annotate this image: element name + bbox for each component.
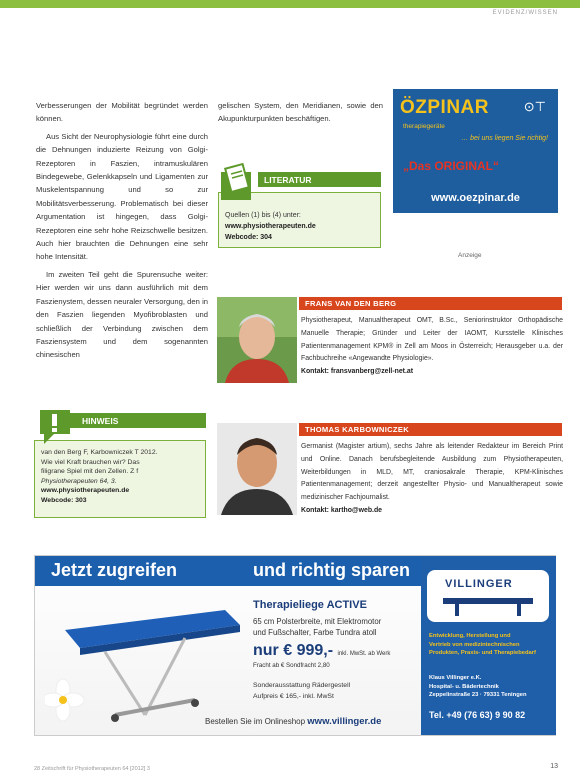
villinger-desc: 65 cm Polsterbreite, mit Elektromotor und Fußschalter, Farbe Tundra atoll [253, 617, 382, 637]
oezpinar-ad[interactable] [393, 89, 558, 213]
author-photo [217, 423, 297, 515]
author-contact[interactable]: Kontakt: kartho@web.de [301, 506, 382, 514]
villinger-product: Therapieliege ACTIVE [253, 599, 367, 611]
villinger-price: nur € 999,- inkl. MwSt. ab Werk [253, 642, 391, 659]
literatur-url-link[interactable]: www.physiotherapeuten.de [225, 223, 316, 230]
oezpinar-slogan: … bei uns liegen Sie richtig! [461, 135, 548, 142]
hinweis-title: HINWEIS [70, 413, 206, 428]
article-left-column [36, 99, 208, 366]
villinger-phone[interactable]: Tel. +49 (76 63) 9 90 82 [429, 710, 526, 720]
villinger-shipping: Fracht ab € Sondfracht 2,80 [253, 662, 330, 669]
oezpinar-logo: ÖZPINAR [400, 97, 489, 118]
villinger-logo: VILLINGER [427, 570, 549, 622]
literatur-line: Quellen (1) bis (4) unter: [225, 212, 301, 219]
villinger-shop: Bestellen Sie im Onlineshop www.villinger.de [205, 716, 382, 727]
hinweis-url-link[interactable]: www.physiotherapeuten.de [41, 487, 130, 495]
top-color-bar [0, 0, 580, 8]
article-paragraph: Verbesserungen der Mobilität begründet werden können. [36, 101, 208, 124]
literatur-webcode: Webcode: 304 [225, 234, 272, 241]
villinger-headline-right: und richtig sparen [241, 556, 421, 586]
villinger-address: Klaus Villinger e.K. Hospital- u. Bädertechnik Zeppelinstraße 23 · 79331 Teningen [429, 675, 527, 698]
oezpinar-subtitle: therapiegeräte [403, 123, 445, 130]
villinger-ad-main [35, 556, 421, 735]
article-paragraph: gelischen System, den Meridianen, sowie den Akupunkturpunkten beschäftigen. [218, 101, 383, 124]
article-paragraph: Aus Sicht der Neurophysiologie führt eine durch die Dehnungen induzierte Reizung von Golgi-Rezeptoren in Faszien, intramuskulären Bindegewebe, Gelenkkapseln und Ligamenten zur Muskelentspannung und so zur Mobilitätsverbesserung. Problematisch bei dieser Argumentation ist hingegen, dass Golgi-Rezeptoren eine sehr hohe Reizschwelle besitzen. Auch hier brauchten die Dehnungen eine sehr hohe Intensität. [36, 131, 208, 262]
hinweis-webcode: Webcode: 303 [41, 496, 87, 504]
villinger-extra: Sonderausstattung Rädergestell Aufpreis € 165,- inkl. MwSt [253, 682, 351, 700]
author-bio: Germanist (Magister artium), sechs Jahre als leitender Redakteur im Bereich Print und Online. Danach berufsbegleitende Ausbildung zum Physiotherapeuten, Weiterbildungen in MLD, MT, craniosakrale Therapie, KPM-Klinisches Patientenmanagement; derzeit angestellter Physio- und Manualtherapeut sowie medizinischer Fachjournalist. Kontakt: kartho@web.de [301, 443, 563, 514]
oezpinar-original: „Das ORIGINAL“ [403, 159, 500, 173]
article-mid-column [218, 99, 383, 130]
author-name: FRANS VAN DEN BERG [299, 297, 562, 310]
villinger-ad[interactable] [34, 555, 556, 736]
author-box-karbowniczek [217, 423, 564, 523]
section-label: EVIDENZ/WISSEN [492, 10, 558, 16]
therapy-table-image [45, 590, 245, 730]
author-photo [217, 297, 297, 383]
table-icon: ⊙⊤ [523, 99, 546, 114]
hinweis-body: van den Berg F, Karbowniczek T 2012. Wie viel Kraft brauchen wir? Das filigrane Spiel mit den Zellen. Z f Physiotherapeuten 64, 3. www.physiotherapeuten.de Webcode: 303 [34, 440, 206, 518]
anzeige-label: Anzeige [458, 252, 482, 259]
author-contact[interactable]: Kontakt: fransvanberg@zell-net.at [301, 368, 414, 376]
hinweis-box [34, 406, 206, 518]
villinger-website-link[interactable]: www.villinger.de [307, 716, 382, 727]
villinger-ad-info [421, 556, 556, 735]
author-name: THOMAS KARBOWNICZEK [299, 423, 562, 436]
article-paragraph: Im zweiten Teil geht die Spurensuche weiter: Hier werden wir uns dann ausführlich mit dem Faszienystem, dessen neuraler Versorgung, den in den Faszien liegenden Myofibroblasten und schließlich der Verbindung zwischen dem Fasziensystem und dem sogenannten chinesischen [36, 269, 208, 360]
villinger-tagline: Entwicklung, Herstellung und Vertrieb von medizintechnischen Produkten, Praxis- und Therapiebedarf [429, 633, 536, 656]
literatur-box [218, 162, 381, 248]
author-box-van-den-berg [217, 297, 564, 397]
journal-footer: 28 Zeitschrift für Physiotherapeuten 64 [2012] 3 [34, 766, 150, 772]
author-bio: Physiotherapeut, Manualtherapeut OMT, B.Sc., Seniorinstruktor Orthopädische Manuelle Therapie; Gründer und Leiter der IAOMT, Kursstelle Klinisches Patientenmanagement KPM® in Zell am Moos in Österreich; Herausgeber u.a. der Fachbuchreihe «Angewandte Physiologie». Kontakt: fransvanberg@zell-net.at [301, 317, 563, 376]
villinger-headline-left: Jetzt zugreifen [35, 556, 241, 586]
oezpinar-website-link[interactable]: www.oezpinar.de [431, 192, 520, 204]
book-icon [218, 162, 258, 202]
literatur-title: LITERATUR [258, 172, 381, 187]
therapy-table-icon [441, 594, 536, 618]
exclamation-icon [34, 406, 74, 446]
page-number: 13 [550, 763, 558, 770]
